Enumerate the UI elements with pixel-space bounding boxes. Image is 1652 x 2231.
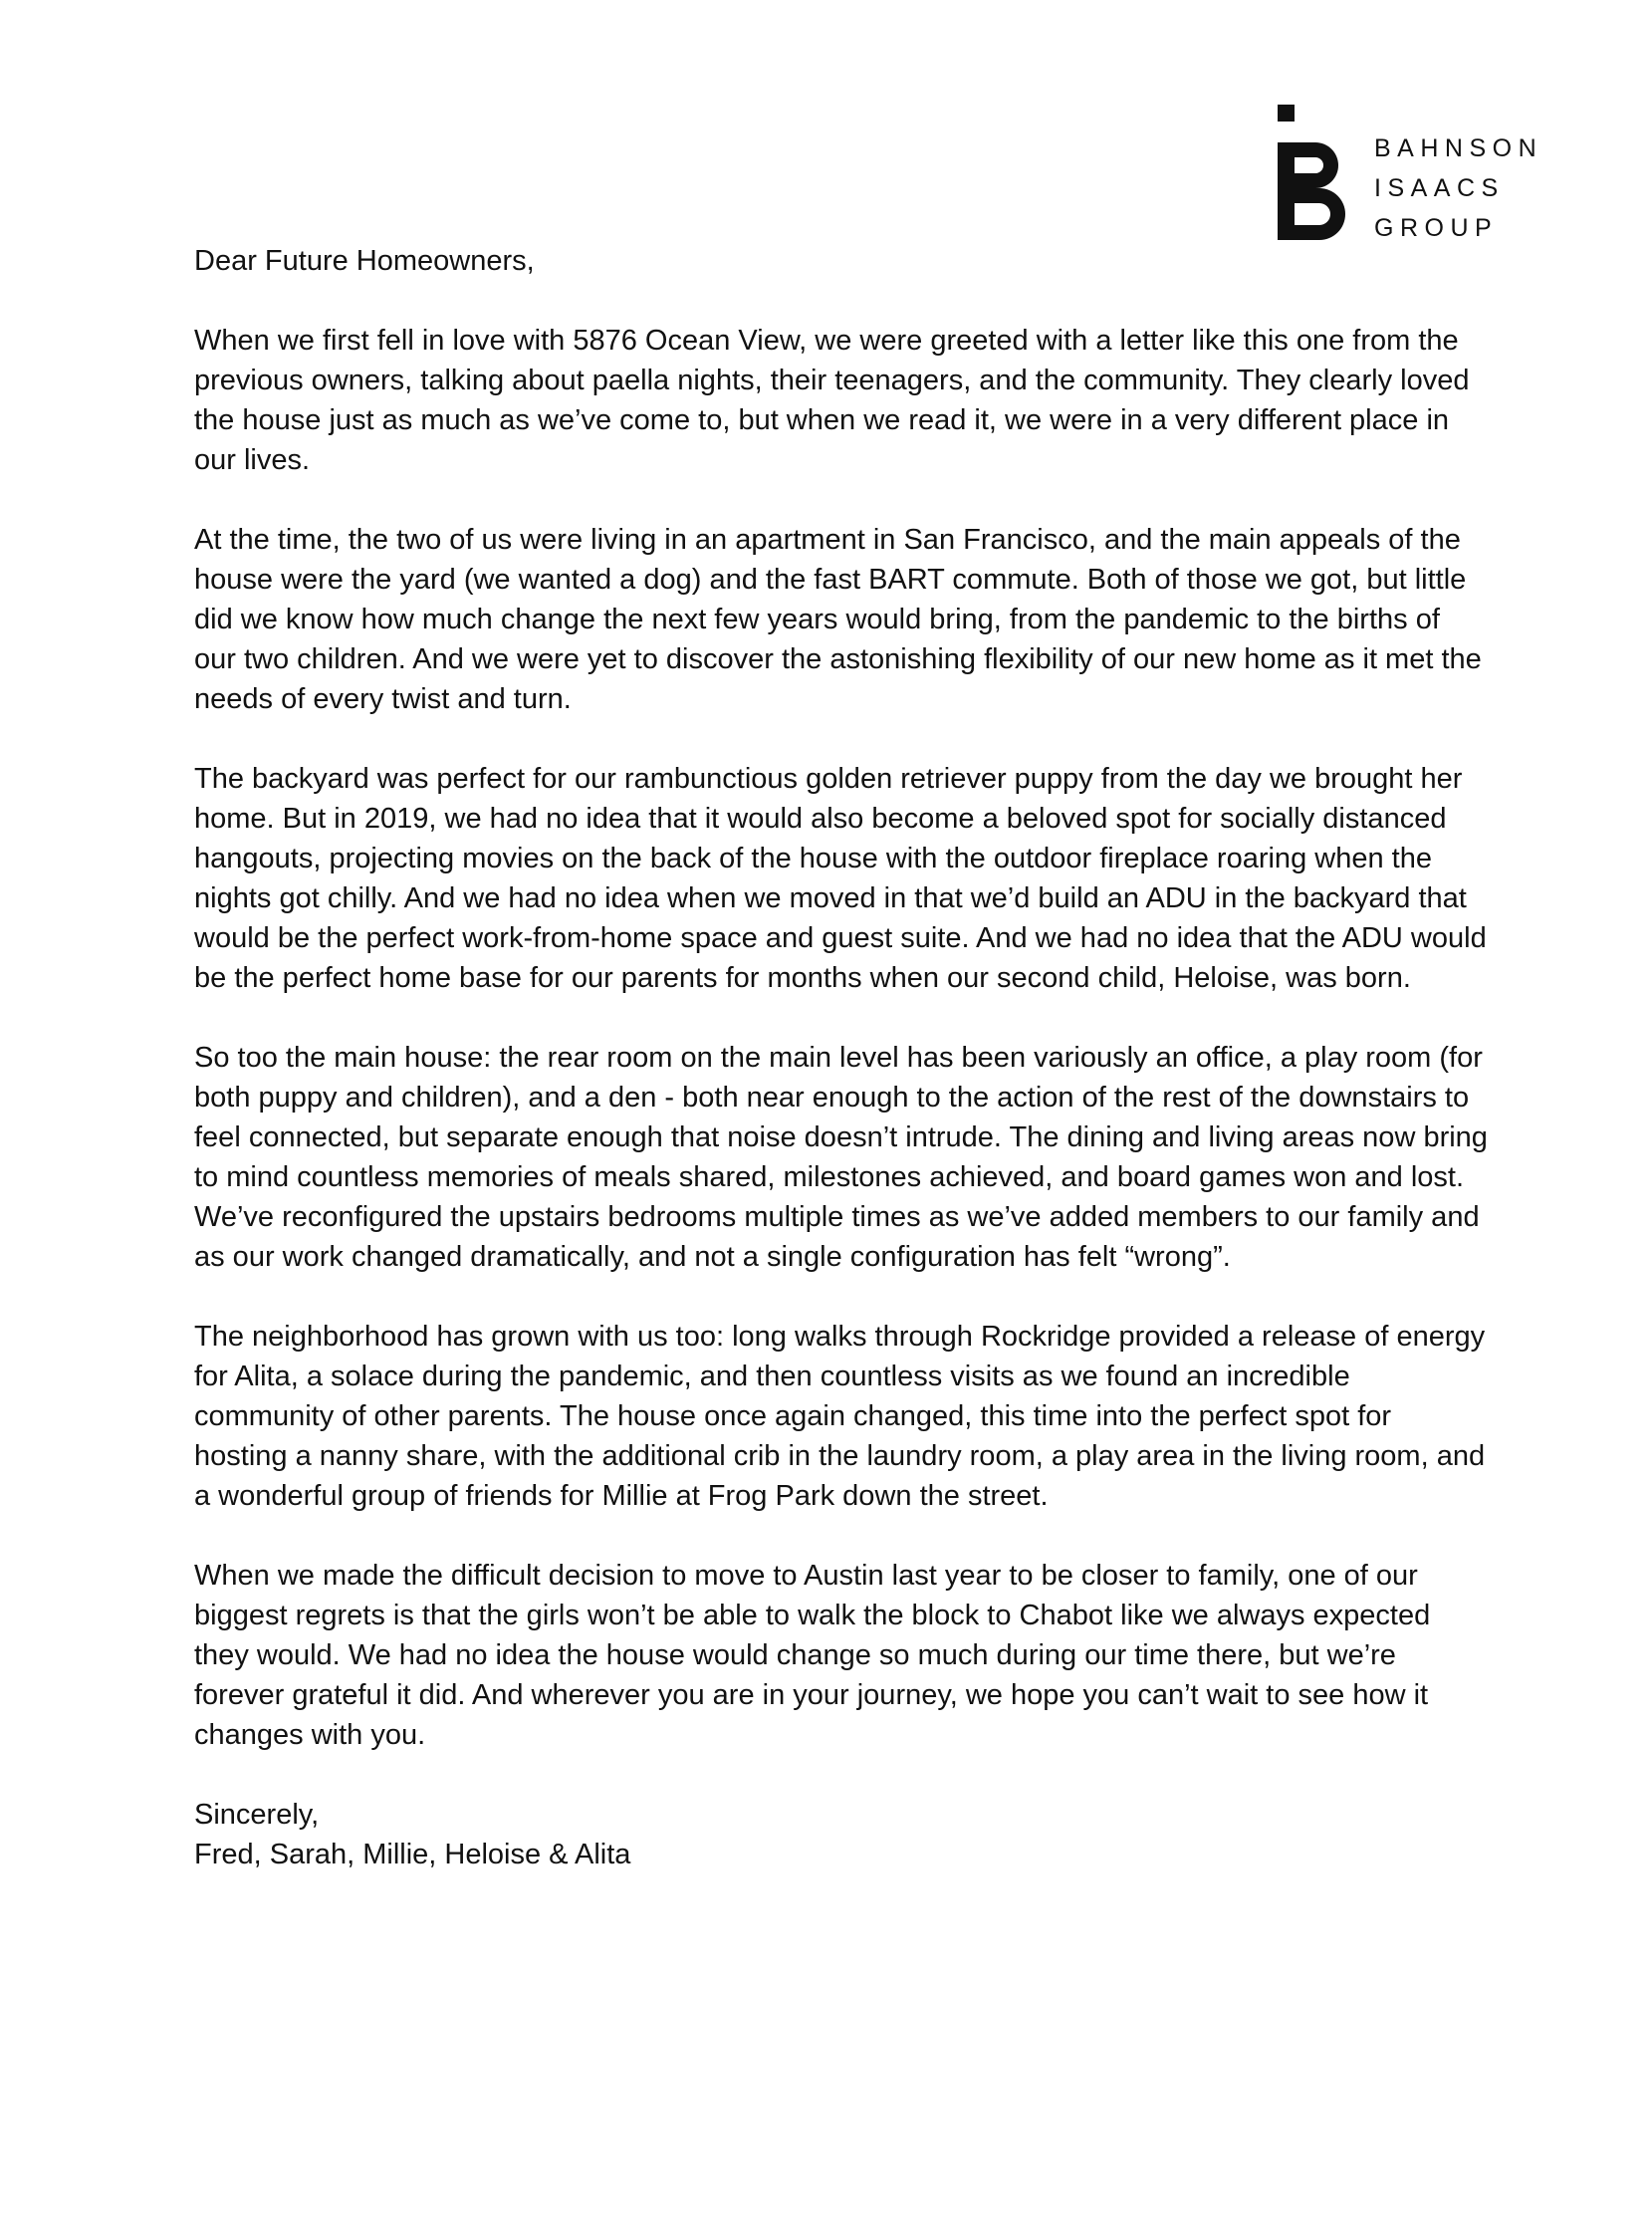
paragraph-5: The neighborhood has grown with us too: long walks through Rockridge provided a release of energy for Alita, a solace during the pandemic, and then countless visits as we found an incredible community of other parents. The house once again changed, this time into the perfect spot for hosting a nanny share, with the additional crib in the laundry room, a play area in the living room, and a wonderful group of friends for Millie at Frog Park down the street. bbox=[194, 1321, 1486, 1512]
logo-line-1: BAHNSON bbox=[1374, 134, 1543, 162]
paragraph-2: At the time, the two of us were living in an apartment in San Francisco, and the main appeals of the house were the yard (we wanted a dog) and the fast BART commute. Both of those we got, but little did we know how much change the next few years would bring, from the pandemic to the births of our two children. And we were yet to discover the astonishing flexibility of our new home as it met the needs of every twist and turn. bbox=[194, 524, 1482, 715]
closing-block bbox=[194, 1795, 1489, 1874]
logo-line-2: ISAACS bbox=[1374, 174, 1505, 202]
signature: Fred, Sarah, Millie, Heloise & Alita bbox=[194, 1839, 631, 1870]
salutation: Dear Future Homeowners, bbox=[194, 245, 535, 277]
paragraph-4: So too the main house: the rear room on the main level has been variously an office, a play room (for both puppy and children), and a den - both near enough to the action of the rest of the downstairs to feel connected, but separate enough that noise doesn’t intrude. The dining and living areas now bring to mind countless memories of meals shared, milestones achieved, and board games won and lost. We’ve reconfigured the upstairs bedrooms multiple times as we’ve added members to our family and as our work changed dramatically, and not a single configuration has felt “wrong”. bbox=[194, 1042, 1488, 1273]
letter-body bbox=[194, 241, 1489, 1874]
logo-wordmark bbox=[1374, 128, 1542, 248]
b-mark-icon bbox=[1278, 105, 1349, 240]
closing: Sincerely, bbox=[194, 1799, 320, 1831]
company-logo bbox=[1278, 105, 1556, 240]
paragraph-6: When we made the difficult decision to move to Austin last year to be closer to family, one of our biggest regrets is that the girls won’t be able to walk the block to Chabot like we always expected they would. We had no idea the house would change so much during our time there, but we’re forever grateful it did. And wherever you are in your journey, we hope you can’t wait to see how it changes with you. bbox=[194, 1560, 1431, 1751]
logo-line-3: GROUP bbox=[1374, 214, 1499, 242]
paragraph-3: The backyard was perfect for our rambunctious golden retriever puppy from the day we brought her home. But in 2019, we had no idea that it would also become a beloved spot for socially distanced hangouts, projecting movies on the back of the house with the outdoor fireplace roaring when the nights got chilly. And we had no idea when we moved in that we’d build an ADU in the backyard that would be the perfect work-from-home space and guest suite. And we had no idea that the ADU would be the perfect home base for our parents for months when our second child, Heloise, was born. bbox=[194, 763, 1487, 994]
paragraph-1: When we first fell in love with 5876 Ocean View, we were greeted with a letter like this one from the previous owners, talking about paella nights, their teenagers, and the community. They clearly loved the house just as much as we’ve come to, but when we read it, we were in a very different place in our lives. bbox=[194, 325, 1470, 476]
